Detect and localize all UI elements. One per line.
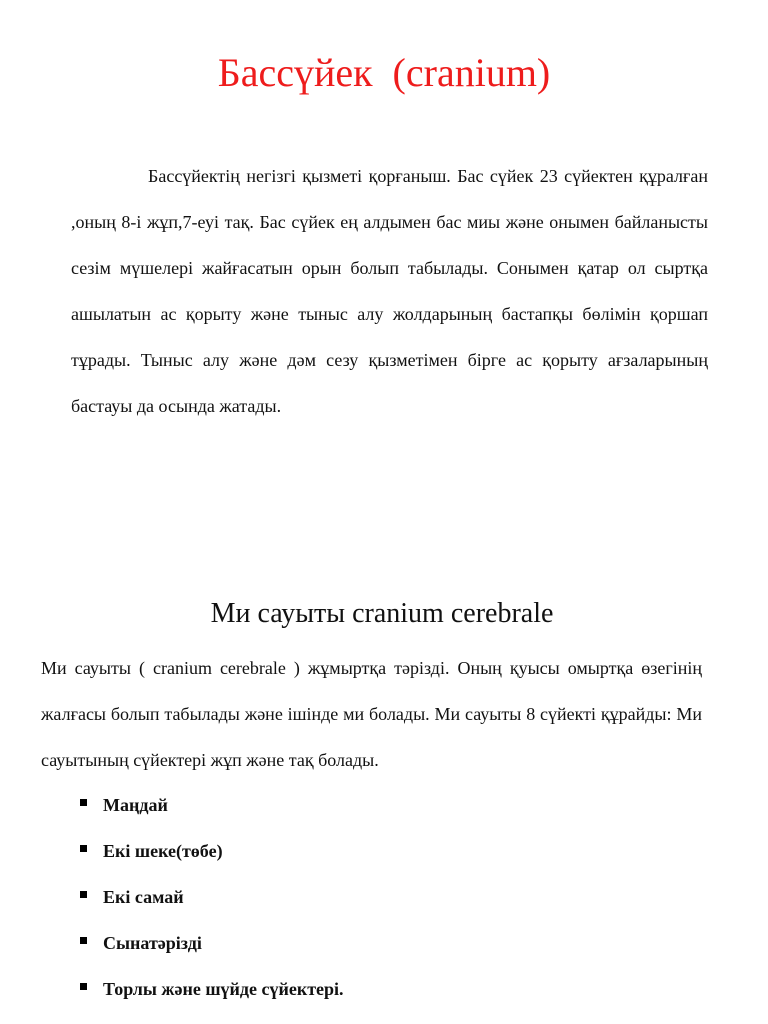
list-item-label: Маңдай	[103, 795, 168, 815]
list-item	[0, 782, 768, 828]
section-paragraph: Ми сауыты ( cranium cerebrale ) жұмыртқа тәрізді. Оның қуысы омыртқа өзегінің жалғасы болып табылады және ішінде ми болады. Ми сауыты 8 сүйекті құрайды: Ми сауытының сүйектері жұп және тақ болады.	[41, 658, 702, 770]
list-item	[0, 920, 768, 966]
list-item	[0, 966, 768, 1012]
intro-paragraph: Бассүйектің негізгі қызметі қорғаныш. Бас сүйек 23 сүйектен құралған ,оның 8-і жұп,7-еуі тақ. Бас сүйек ең алдымен бас миы және онымен байланысты сезім мүшелері жайғасатын орын болып табылады. Сонымен қатар ол сыртқа ашылатын ас қорыту және тыныс алу жолдарының бастапқы бөлімін қоршап тұрады. Тыныс алу және дәм сезу қызметімен бірге ас қорыту ағзаларының бастауы да осында жатады.	[71, 166, 708, 416]
bone-list	[0, 782, 768, 1012]
square-bullet-icon	[80, 845, 87, 852]
list-item-label: Екі шеке(төбе)	[103, 841, 223, 861]
square-bullet-icon	[80, 937, 87, 944]
document-title: Бассүйек (cranium)	[217, 50, 551, 95]
list-item-label: Екі самай	[103, 887, 184, 907]
list-item-label: Торлы және шүйде сүйектері.	[103, 979, 344, 999]
list-item-label: Сынатәрізді	[103, 933, 202, 953]
list-item	[0, 874, 768, 920]
square-bullet-icon	[80, 799, 87, 806]
list-item	[0, 828, 768, 874]
square-bullet-icon	[80, 983, 87, 990]
square-bullet-icon	[80, 891, 87, 898]
section-heading: Ми сауыты cranium cerebrale	[210, 598, 554, 629]
